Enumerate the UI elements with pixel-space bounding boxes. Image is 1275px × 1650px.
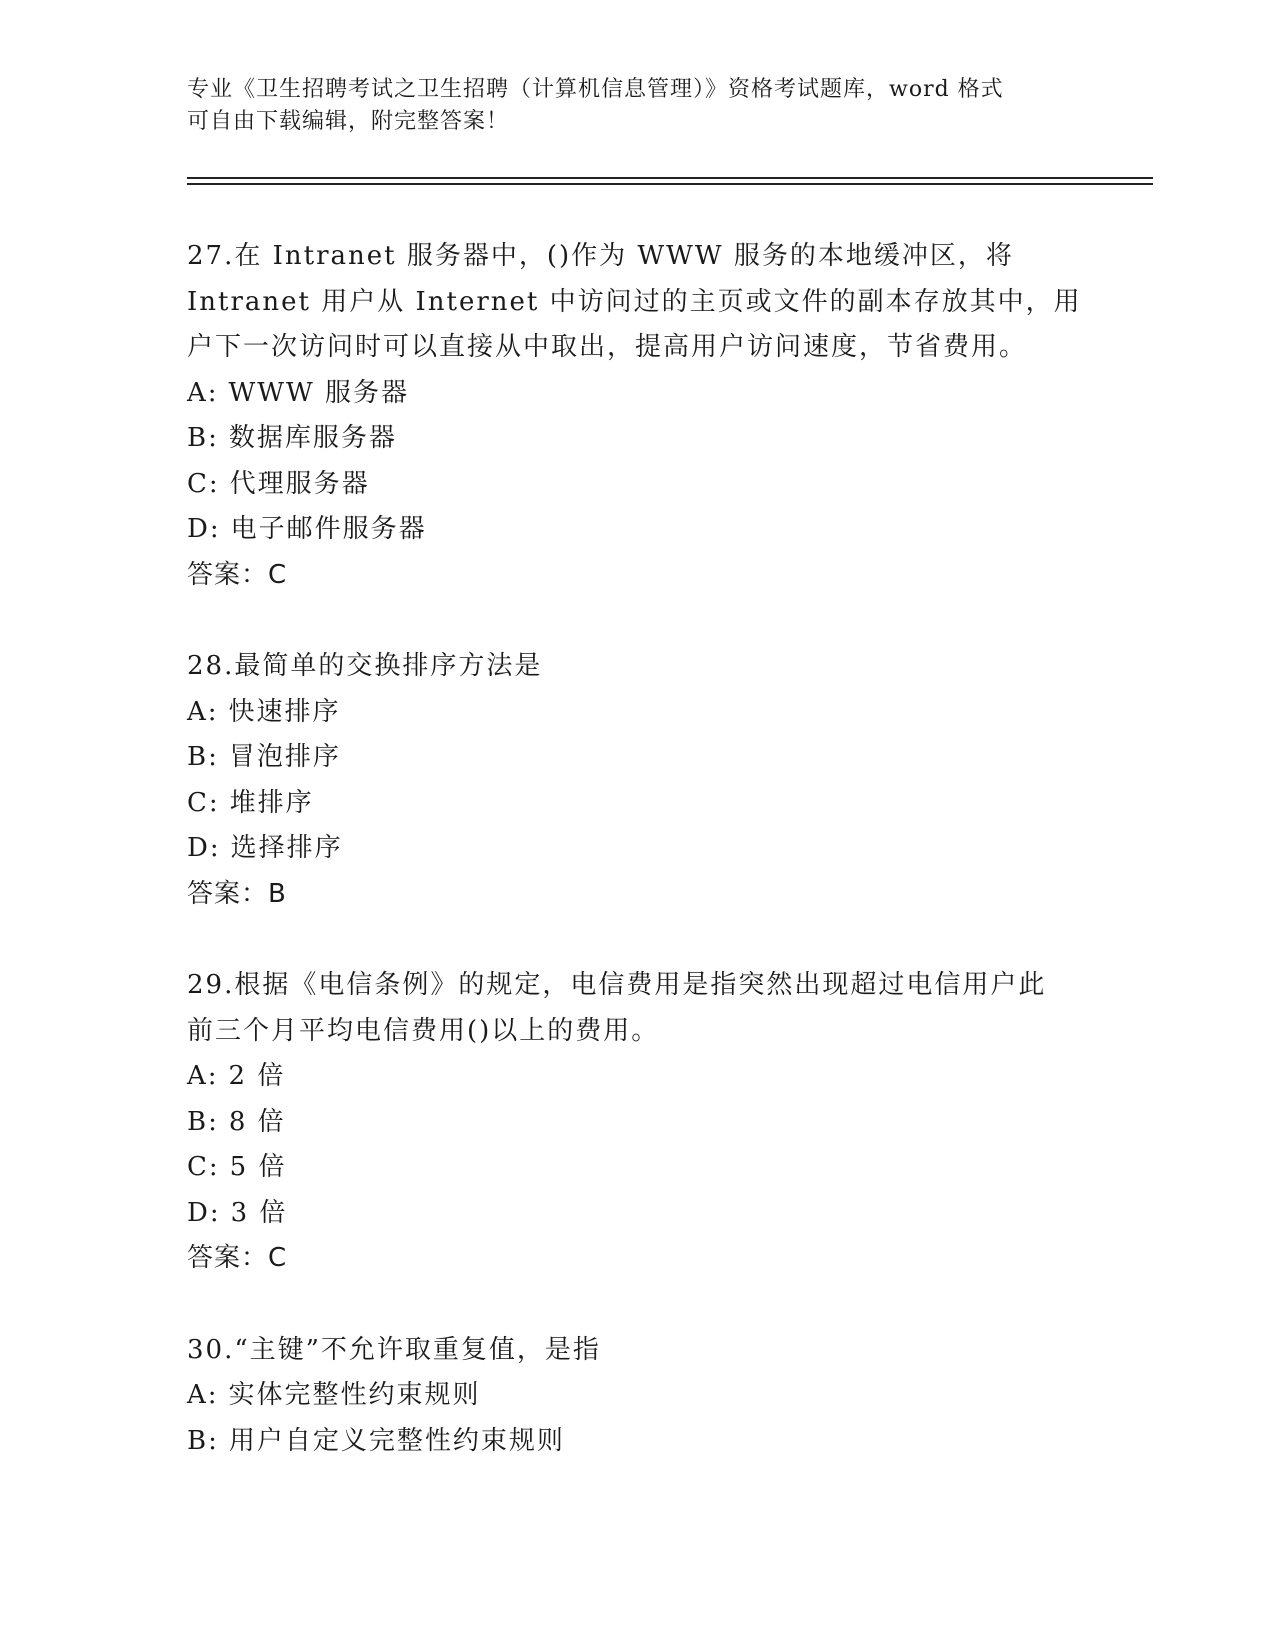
option-row xyxy=(187,462,1087,508)
option-row xyxy=(187,1100,1087,1146)
option-row xyxy=(187,735,1087,781)
option-row xyxy=(187,690,1087,736)
option-text: 冒泡排序 xyxy=(228,742,341,772)
header-rule-top xyxy=(187,177,1153,179)
option-row xyxy=(187,1419,1087,1465)
question-list xyxy=(187,234,1087,1510)
question-text: 前三个月平均电信费用()以上的费用。 xyxy=(187,1015,660,1046)
option-key: D: xyxy=(187,514,221,544)
option-key: A: xyxy=(187,696,219,727)
option-key: C: xyxy=(187,468,220,499)
option-key: B: xyxy=(187,742,219,772)
option-text: 代理服务器 xyxy=(229,468,370,499)
option-key: C: xyxy=(187,1152,220,1182)
option-row xyxy=(187,416,1087,462)
option-text: 电子邮件服务器 xyxy=(230,514,427,544)
option-row xyxy=(187,781,1087,827)
page-header xyxy=(187,74,1087,138)
option-row xyxy=(187,1145,1087,1191)
question-block xyxy=(187,644,1087,917)
option-text: 8 倍 xyxy=(228,1106,286,1137)
option-text: 3 倍 xyxy=(230,1197,288,1228)
option-key: A: xyxy=(187,1380,219,1410)
option-row xyxy=(187,1373,1087,1419)
option-key: D: xyxy=(187,833,221,863)
option-text: 快速排序 xyxy=(228,696,341,727)
option-text: 堆排序 xyxy=(229,787,314,818)
option-key: C: xyxy=(187,787,220,818)
option-text: 实体完整性约束规则 xyxy=(228,1380,481,1410)
option-text: 用户自定义完整性约束规则 xyxy=(228,1425,565,1456)
answer-text: 答案：C xyxy=(187,1243,288,1273)
question-text: Intranet 用户从 Internet 中访问过的主页或文件的副本存放其中，用 xyxy=(187,286,1082,317)
option-text: 2 倍 xyxy=(228,1061,286,1091)
question-text: 27.在 Intranet 服务器中，()作为 WWW 服务的本地缓冲区，将 xyxy=(187,241,1014,271)
option-key: B: xyxy=(187,1425,219,1456)
question-block xyxy=(187,963,1087,1282)
option-key: B: xyxy=(187,1106,219,1137)
option-key: D: xyxy=(187,1197,221,1228)
option-text: WWW 服务器 xyxy=(228,377,409,408)
option-key: A: xyxy=(187,1061,219,1091)
answer-text: 答案：B xyxy=(187,878,287,909)
option-text: 5 倍 xyxy=(229,1152,287,1182)
question-block xyxy=(187,1328,1087,1465)
header-rule-bottom xyxy=(187,183,1153,185)
option-row xyxy=(187,1054,1087,1100)
question-text: 28.最简单的交换排序方法是 xyxy=(187,651,543,681)
option-text: 选择排序 xyxy=(230,833,343,863)
question-text: 29.根据《电信条例》的规定，电信费用是指突然出现超过电信用户此 xyxy=(187,970,1047,1000)
option-text: 数据库服务器 xyxy=(228,423,397,453)
question-block xyxy=(187,234,1087,598)
option-row xyxy=(187,371,1087,417)
question-text: 30.“主键”不允许取重复值，是指 xyxy=(187,1334,601,1365)
option-row xyxy=(187,1191,1087,1237)
option-row xyxy=(187,507,1087,553)
option-key: B: xyxy=(187,423,219,453)
header-line-1: 专业《卫生招聘考试之卫生招聘（计算机信息管理）》资格考试题库，word 格式 xyxy=(187,77,1004,102)
option-row xyxy=(187,826,1087,872)
answer-text: 答案：C xyxy=(187,559,288,590)
header-line-2: 可自由下载编辑，附完整答案！ xyxy=(187,109,510,134)
option-key: A: xyxy=(187,377,219,408)
question-text: 户下一次访问时可以直接从中取出，提高用户访问速度，节省费用。 xyxy=(187,332,1028,362)
